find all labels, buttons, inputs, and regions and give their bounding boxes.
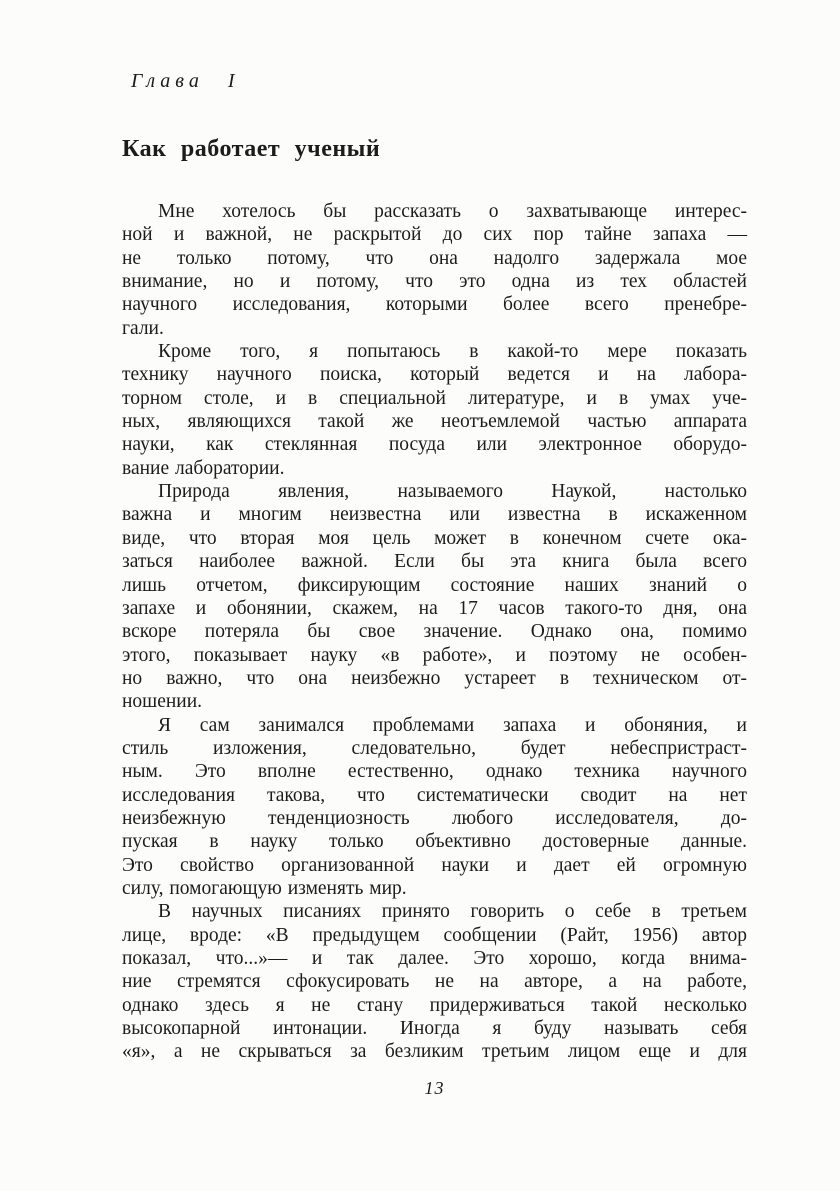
paragraph <box>122 200 747 340</box>
text-line: этого, показывает науку «в работе», и поэтому не особен- <box>122 644 747 666</box>
text-line: показал, что...»— и так далее. Это хорошо, когда внима- <box>122 948 747 969</box>
paragraph <box>122 340 747 480</box>
text-line: виде, что вторая моя цель может в конечном счете ока- <box>122 527 747 549</box>
text-line: «я», а не скрываться за безликим третьим лицом еще и для <box>122 1041 747 1063</box>
page-title: Как работает ученый <box>122 136 381 162</box>
text-line: ной и важной, не раскрытой до сих пор тайне запаха — <box>122 224 747 246</box>
text-line: исследования такова, что систематически сводит на нет <box>122 784 747 806</box>
body-text <box>122 200 747 1064</box>
page-number: 13 <box>424 1078 445 1098</box>
text-line: силу, помогающую изменять мир. <box>122 877 407 899</box>
text-line: важна и многим неизвестна или известна в искаженном <box>122 504 747 526</box>
text-line: Это свойство организованной науки и дает ей огромную <box>122 854 747 876</box>
paragraph <box>122 714 747 901</box>
text-line: ношении. <box>122 691 203 713</box>
text-line: науки, как стеклянная посуда или электронное оборудо- <box>122 434 747 456</box>
text-line: гали. <box>122 317 164 339</box>
chapter-label: Глава I <box>131 70 240 92</box>
text-line: однако здесь я не стану придерживаться такой несколько <box>122 994 747 1016</box>
text-line: В научных писаниях принято говорить о себе в третьем <box>158 901 747 923</box>
text-line: вскоре потеряла бы свое значение. Однако она, помимо <box>122 621 747 643</box>
text-line: неизбежную тенденциозность любого исследователя, до- <box>122 807 747 829</box>
text-line: заться наиболее важной. Если бы эта книга была всего <box>122 551 747 573</box>
text-line: Я сам занимался проблемами запаха и обоняния, и <box>158 714 747 736</box>
text-line: Мне хотелось бы рассказать о захватывающе интерес- <box>158 201 747 222</box>
paragraph <box>122 480 747 713</box>
text-line: не только потому, что она надолго задержала мое <box>122 247 747 269</box>
text-line: технику научного поиска, который ведется и на лабора- <box>122 364 747 386</box>
text-line: высокопарной интонации. Иногда я буду называть себя <box>122 1018 747 1040</box>
text-line: научного исследования, которыми более всего пренебре- <box>122 294 747 316</box>
text-line: Природа явления, называемого Наукой, настолько <box>158 481 747 503</box>
text-line: лишь отчетом, фиксирующим состояние наших знаний о <box>122 574 747 596</box>
text-line: стиль изложения, следовательно, будет небеспристраст- <box>122 737 747 759</box>
text-line: пуская в науку только объективно достоверные данные. <box>122 831 747 853</box>
text-line: вание лаборатории. <box>122 457 285 479</box>
text-line: торном столе, и в специальной литературе, и в умах уче- <box>122 387 747 409</box>
text-line: запахе и обонянии, скажем, на 17 часов такого-то дня, она <box>122 597 747 619</box>
text-line: ных, являющихся такой же неотъемлемой частью аппарата <box>122 411 747 433</box>
text-line: ным. Это вполне естественно, однако техника научного <box>122 761 747 783</box>
paragraph <box>122 900 747 1063</box>
text-line: ние стремятся сфокусировать не на авторе, а на работе, <box>122 971 747 993</box>
text-line: лице, вроде: «В предыдущем сообщении (Райт, 1956) автор <box>122 924 747 946</box>
text-line: внимание, но и потому, что это одна из тех областей <box>122 271 747 293</box>
text-line: Кроме того, я попытаюсь в какой-то мере показать <box>158 341 747 363</box>
text-line: но важно, что она неизбежно устареет в техническом от- <box>122 667 747 689</box>
